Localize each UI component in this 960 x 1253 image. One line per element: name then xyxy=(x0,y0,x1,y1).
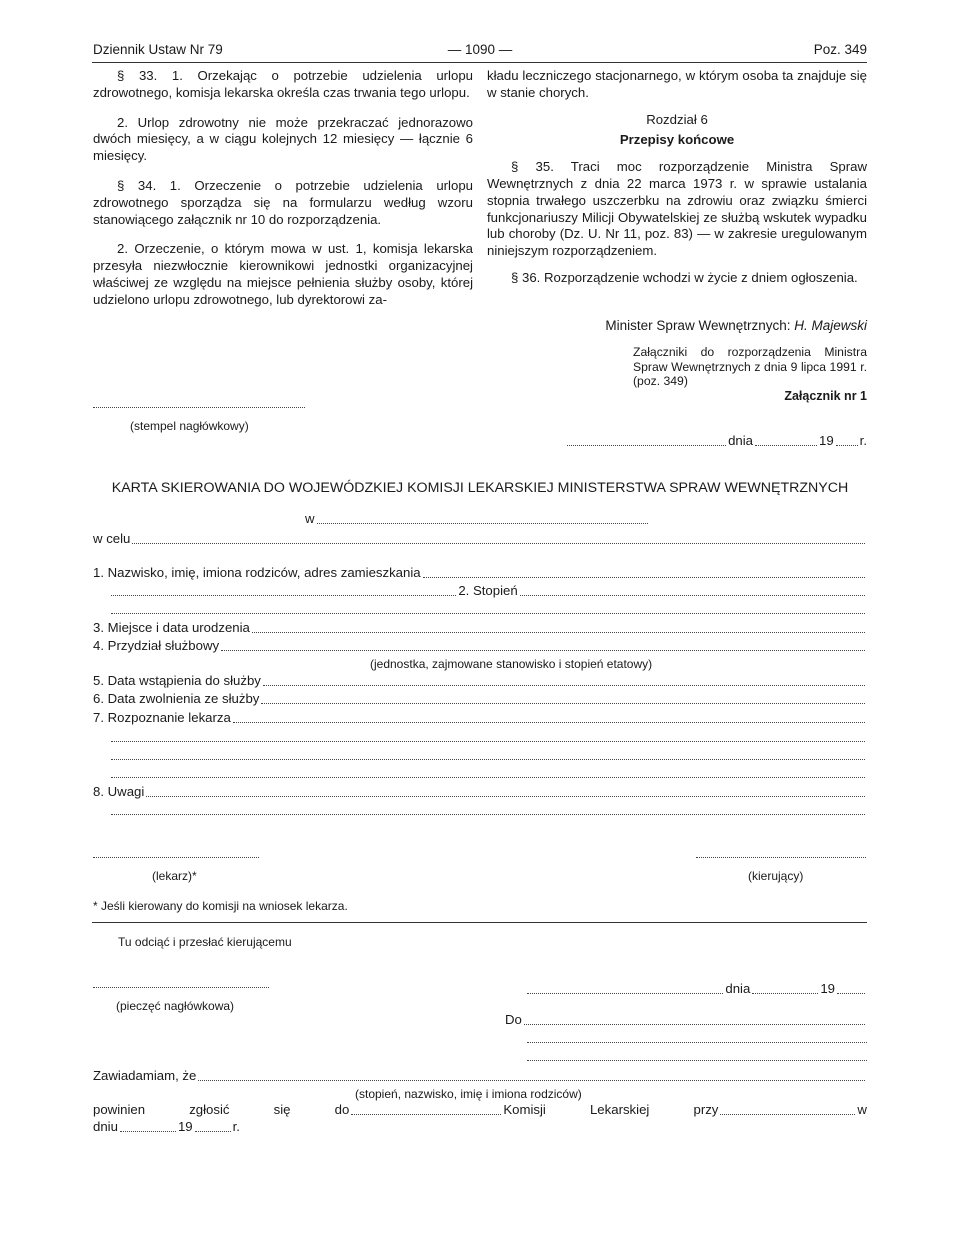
field-5-input[interactable] xyxy=(263,683,865,686)
annex-label: Załącznik nr 1 xyxy=(784,389,867,403)
blank-input-2[interactable] xyxy=(111,739,865,742)
paragraph-36: § 36. Rozporządzenie wchodzi w życie z dniem ogłoszenia. xyxy=(511,269,858,285)
blank-input-3[interactable] xyxy=(111,757,865,760)
commission-line xyxy=(305,510,650,528)
slip-day-field[interactable] xyxy=(752,991,818,994)
slip-dnia-label: dnia xyxy=(725,981,751,997)
date-end-label: r. xyxy=(859,433,867,449)
do-label: Do xyxy=(505,1012,522,1028)
paragraph-34-1: § 34. 1. Orzeczenie o potrzebie udzielenia urlopu zdrowotnego sporządza się na formularzu według wzoru stanowiącego załącznik nr 10 do rozporządzenia. xyxy=(93,177,473,227)
report-line xyxy=(93,1101,867,1119)
chapter-title: Przepisy końcowe xyxy=(619,132,735,148)
informing-line xyxy=(93,1067,867,1085)
purpose-field[interactable] xyxy=(132,541,865,544)
annex-note: Załączniki do rozporządzenia Ministra Spraw Wewnętrznych z dnia 9 lipca 1991 r. (poz. 349) xyxy=(633,345,867,388)
field-1-cont-line xyxy=(93,582,867,600)
commission-name-field[interactable] xyxy=(351,1112,501,1115)
stamp-label: (stempel nagłówkowy) xyxy=(130,419,249,433)
blank-line-2 xyxy=(93,728,867,746)
slip-date-line xyxy=(525,980,867,998)
field-1-cont-input[interactable] xyxy=(111,593,456,596)
chapter-number: Rozdział 6 xyxy=(646,111,708,127)
signature xyxy=(605,318,867,335)
stamp-dots[interactable] xyxy=(93,405,305,408)
addressee-line xyxy=(505,1011,867,1029)
paragraph-35: § 35. Traci moc rozporządzenie Ministra Spraw Wewnętrznych z dnia 22 marca 1973 r. w sprawie ustalania stopnia trwałego uszczerbku na zdrowiu oraz związku śmierci funkcjonariuszy Milicji Obywatelskiej ze służbą wskutek wypadku lub choroby (Dz. U. Nr 11, poz. 83) — w zakresie uregulowanym niniejszym rozporządzeniem. xyxy=(487,159,867,259)
blank-line-5 xyxy=(93,801,867,819)
at-label: przy xyxy=(693,1102,719,1118)
footnote: * Jeśli kierowany do komisji na wniosek lekarza. xyxy=(93,899,348,913)
commission-group xyxy=(335,1102,546,1119)
w-end-label: w xyxy=(857,1102,867,1118)
w-label: w xyxy=(305,511,315,527)
informing-field[interactable] xyxy=(198,1078,865,1081)
field-6-label: 6. Data zwolnienia ze służby xyxy=(93,691,260,707)
field-7-label: 7. Rozpoznanie lekarza xyxy=(93,710,231,726)
blank-line-4 xyxy=(93,764,867,782)
seal-label: (pieczęć nagłówkowa) xyxy=(116,999,235,1013)
addressee-field-2[interactable] xyxy=(527,1040,867,1043)
seal-field[interactable] xyxy=(93,985,269,988)
blank-input-5[interactable] xyxy=(111,812,865,815)
right-column xyxy=(487,68,867,287)
medical-label: Lekarskiej xyxy=(589,1102,650,1118)
field-3-line xyxy=(93,619,867,637)
field-3-label: 3. Miejsce i data urodzenia xyxy=(93,620,250,636)
day-year-field[interactable] xyxy=(195,1129,231,1132)
field-4-input[interactable] xyxy=(221,648,865,651)
do-word: do xyxy=(334,1102,350,1118)
paragraph-33-2: 2. Urlop zdrowotny nie może przekraczać jednorazowo dwóch miesięcy, a w ciągu kolejnych 12 miesięcy — łącznie 6 miesięcy. xyxy=(93,114,473,164)
field-4-line xyxy=(93,637,867,655)
day-year-label: 19 xyxy=(177,1119,193,1135)
field-4-label: 4. Przydział służbowy xyxy=(93,638,220,654)
addressee-field[interactable] xyxy=(524,1022,865,1025)
cut-note: Tu odciąć i przesłać kierującemu xyxy=(118,935,292,949)
commission-label: Komisji xyxy=(503,1102,546,1118)
date-place-field[interactable] xyxy=(567,443,726,446)
paragraph-34-2: 2. Orzeczenie, o którym mowa w ust. 1, komisja lekarska przesyła niezwłocznie kierownikowi jednostki organizacyjnej właściwej ze względu na miejsce pełnienia służby osoby, której udzielono urlopu zdrowotnego, lub dyrektorowi za- xyxy=(93,241,473,307)
page-number: — 1090 — xyxy=(447,42,513,57)
field-8-label: 8. Uwagi xyxy=(93,784,145,800)
date-year-field[interactable] xyxy=(836,443,858,446)
at-field[interactable] xyxy=(720,1112,855,1115)
report-label: zgłosić xyxy=(189,1102,230,1118)
field-6-line xyxy=(93,690,867,708)
date-day-field[interactable] xyxy=(755,443,817,446)
field-7-input[interactable] xyxy=(233,720,865,723)
field-7-line xyxy=(93,709,867,727)
blank-line-1 xyxy=(93,600,867,618)
at-group xyxy=(693,1102,866,1119)
director-signature-field[interactable] xyxy=(696,855,866,858)
date-line xyxy=(565,432,867,450)
addressee-field-3[interactable] xyxy=(527,1058,867,1061)
slip-year-label: 19 xyxy=(820,981,835,997)
doctor-signature-field[interactable] xyxy=(93,855,259,858)
left-column xyxy=(93,68,473,309)
slip-year-field[interactable] xyxy=(837,991,865,994)
blank-input-4[interactable] xyxy=(111,775,865,778)
form-title: KARTA SKIEROWANIA DO WOJEWÓDZKIEJ KOMISJI LEKARSKIEJ MINISTERSTWA SPRAW WEWNĘTRZNYCH xyxy=(111,480,849,496)
field-5-label: 5. Data wstąpienia do służby xyxy=(93,673,261,689)
signature-name: H. Majewski xyxy=(794,318,867,333)
date-year-label: 19 xyxy=(819,433,834,449)
field-2-input[interactable] xyxy=(520,593,865,596)
journal-title: Dziennik Ustaw Nr 79 xyxy=(93,42,223,57)
sie-label: się xyxy=(273,1102,291,1118)
field-8-input[interactable] xyxy=(146,794,865,797)
field-3-input[interactable] xyxy=(252,630,865,633)
position-number: Poz. 349 xyxy=(813,42,867,57)
day-label: dniu xyxy=(93,1119,118,1135)
cut-rule xyxy=(92,922,867,923)
should-label: powinien xyxy=(93,1102,146,1118)
field-4-note: (jednostka, zajmowane stanowisko i stopień etatowy) xyxy=(370,657,653,671)
purpose-line xyxy=(93,530,867,548)
signature-prefix: Minister Spraw Wewnętrznych: xyxy=(605,318,795,333)
slip-place-field[interactable] xyxy=(527,991,723,994)
header-rule xyxy=(92,62,867,63)
field-5-line xyxy=(93,672,867,690)
field-6-input[interactable] xyxy=(261,701,865,704)
field-8-line xyxy=(93,783,867,801)
day-line xyxy=(93,1118,240,1136)
informing-note: (stopień, nazwisko, imię i imiona rodziców) xyxy=(355,1087,582,1101)
director-label: (kierujący) xyxy=(748,869,804,883)
purpose-label: w celu xyxy=(93,531,131,547)
date-day-label: dnia xyxy=(728,433,753,449)
doctor-label: (lekarz)* xyxy=(152,869,197,883)
commission-field[interactable] xyxy=(317,521,648,524)
blank-line-3 xyxy=(93,746,867,764)
field-1-input[interactable] xyxy=(423,575,865,578)
paragraph-33-1: § 33. 1. Orzekając o potrzebie udzielenia urlopu zdrowotnego, komisja lekarska określa czas trwania tego urlopu. xyxy=(93,68,473,100)
blank-input-1[interactable] xyxy=(111,611,865,614)
day-field[interactable] xyxy=(120,1129,176,1132)
paragraph-continuation: kładu leczniczego stacjonarnego, w którym osoba ta znajduje się w stanie chorych. xyxy=(487,68,867,100)
field-1-line xyxy=(93,564,867,582)
field-2-label: 2. Stopień xyxy=(458,583,518,599)
informing-label: Zawiadamiam, że xyxy=(93,1068,197,1084)
day-end-label: r. xyxy=(232,1119,240,1135)
field-1-label: 1. Nazwisko, imię, imiona rodziców, adres zamieszkania xyxy=(93,565,421,581)
